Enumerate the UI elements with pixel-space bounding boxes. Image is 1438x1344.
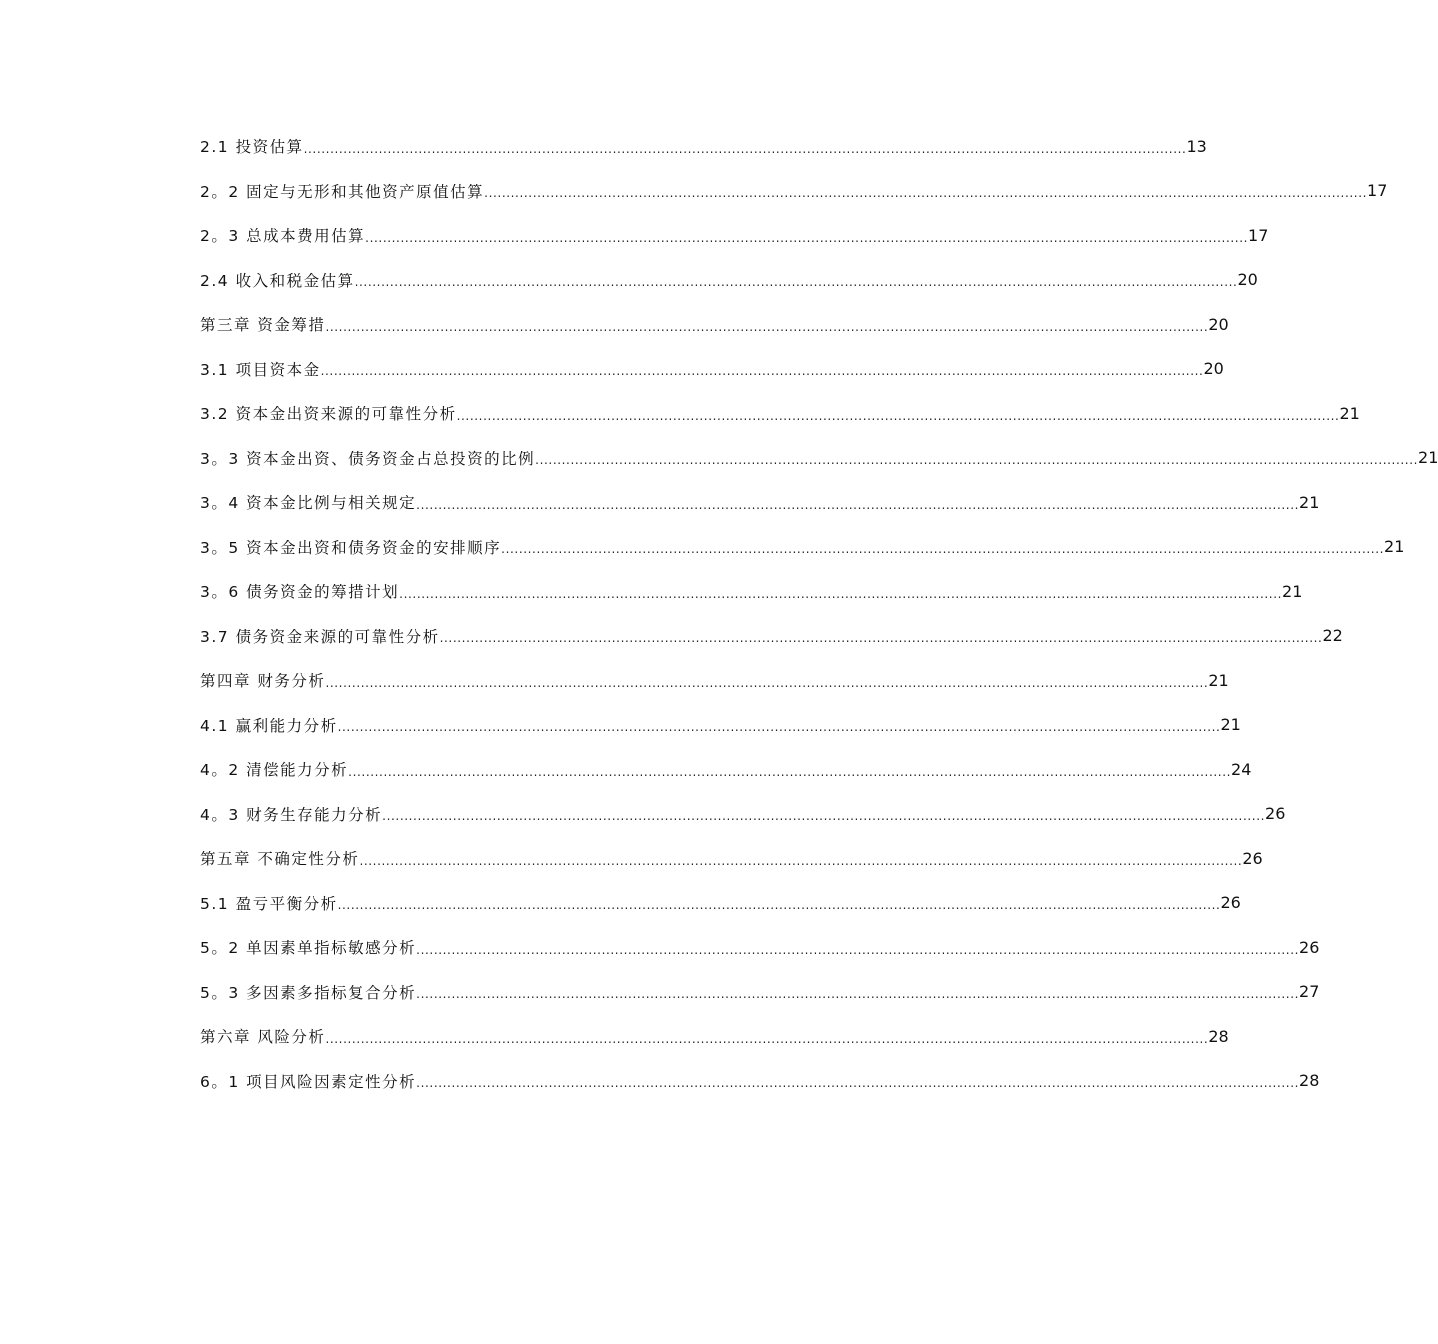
- toc-entry[interactable]: [200, 347, 1224, 392]
- toc-entry-title: 3.7 债务资金来源的可靠性分析: [200, 627, 440, 646]
- table-of-contents: [200, 124, 1438, 1103]
- toc-entry-page-number: 28: [1299, 1071, 1320, 1091]
- toc-entry-title: 3。6 债务资金的筹措计划: [200, 583, 400, 602]
- toc-entry[interactable]: [200, 124, 1207, 169]
- toc-entry[interactable]: [200, 925, 1320, 970]
- toc-dot-leader: ........................................................................................................................................................................................................: [365, 230, 1249, 245]
- toc-entry-title: 5。3 多因素多指标复合分析: [200, 983, 417, 1002]
- toc-entry-page-number: 26: [1220, 893, 1241, 913]
- toc-entry-title: 4。2 清偿能力分析: [200, 761, 349, 780]
- toc-dot-leader: ........................................................................................................................................................................................................: [501, 542, 1385, 556]
- toc-entry-page-number: 26: [1242, 848, 1263, 868]
- toc-entry-page-number: 21: [1208, 670, 1229, 690]
- toc-dot-leader: ........................................................................................................................................................................................................: [416, 497, 1300, 512]
- toc-entry-title: 3.1 项目资本金: [200, 360, 321, 379]
- toc-entry-page-number: 21: [1282, 581, 1303, 601]
- toc-entry-title: 2.4 收入和税金估算: [200, 271, 355, 290]
- toc-entry[interactable]: [200, 258, 1258, 303]
- toc-entry[interactable]: [200, 658, 1229, 703]
- toc-dot-leader: ........................................................................................................................................................................................................: [399, 586, 1283, 601]
- toc-entry[interactable]: [200, 1014, 1229, 1059]
- toc-entry[interactable]: [200, 302, 1229, 347]
- toc-entry[interactable]: [200, 391, 1360, 436]
- toc-entry-page-number: 21: [1299, 492, 1320, 512]
- toc-entry[interactable]: [200, 436, 1438, 481]
- toc-dot-leader: ........................................................................................................................................................................................................: [416, 987, 1300, 1001]
- toc-dot-leader: ........................................................................................................................................................................................................: [416, 1076, 1300, 1090]
- toc-entry-page-number: 20: [1208, 314, 1229, 334]
- toc-entry-page-number: 22: [1322, 626, 1343, 646]
- toc-entry[interactable]: [200, 614, 1343, 659]
- toc-dot-leader: ........................................................................................................................................................................................................: [439, 631, 1323, 645]
- toc-entry[interactable]: [200, 213, 1269, 258]
- toc-entry[interactable]: [200, 569, 1303, 614]
- toc-dot-leader: ........................................................................................................................................................................................................: [416, 942, 1300, 957]
- toc-entry[interactable]: [200, 836, 1263, 881]
- toc-entry-title: 第五章 不确定性分析: [200, 850, 360, 869]
- toc-entry-page-number: 17: [1367, 181, 1388, 201]
- toc-entry-title: 5.1 盈亏平衡分析: [200, 894, 338, 913]
- toc-entry[interactable]: [200, 1059, 1320, 1104]
- toc-entry-page-number: 17: [1248, 225, 1269, 245]
- toc-dot-leader: ........................................................................................................................................................................................................: [354, 275, 1238, 289]
- toc-entry-title: 2。2 固定与无形和其他资产原值估算: [200, 182, 485, 201]
- toc-dot-leader: ........................................................................................................................................................................................................: [359, 853, 1243, 868]
- toc-dot-leader: ........................................................................................................................................................................................................: [535, 453, 1419, 467]
- toc-entry-title: 第三章 资金筹措: [200, 316, 326, 335]
- toc-entry[interactable]: [200, 480, 1320, 525]
- toc-dot-leader: ........................................................................................................................................................................................................: [303, 141, 1187, 156]
- toc-entry-page-number: 20: [1237, 270, 1258, 290]
- toc-entry-title: 4。3 财务生存能力分析: [200, 805, 383, 824]
- toc-entry-title: 6。1 项目风险因素定性分析: [200, 1072, 417, 1091]
- toc-dot-leader: ........................................................................................................................................................................................................: [320, 364, 1204, 378]
- toc-entry-title: 2.1 投资估算: [200, 138, 304, 157]
- toc-entry-title: 2。3 总成本费用估算: [200, 227, 366, 246]
- toc-entry[interactable]: [200, 792, 1286, 837]
- toc-entry[interactable]: [200, 747, 1252, 792]
- toc-entry[interactable]: [200, 881, 1241, 926]
- toc-dot-leader: ........................................................................................................................................................................................................: [337, 720, 1221, 734]
- toc-entry-title: 3.2 资本金出资来源的可靠性分析: [200, 405, 457, 424]
- toc-entry-page-number: 26: [1265, 804, 1286, 824]
- toc-dot-leader: ........................................................................................................................................................................................................: [484, 186, 1368, 200]
- toc-dot-leader: ........................................................................................................................................................................................................: [456, 408, 1340, 423]
- toc-entry-title: 3。4 资本金比例与相关规定: [200, 494, 417, 513]
- toc-entry-title: 3。3 资本金出资、债务资金占总投资的比例: [200, 449, 536, 468]
- toc-dot-leader: ........................................................................................................................................................................................................: [337, 898, 1221, 912]
- toc-entry-title: 第四章 财务分析: [200, 672, 326, 691]
- toc-entry-page-number: 13: [1186, 136, 1207, 156]
- toc-entry-page-number: 21: [1418, 448, 1438, 468]
- toc-entry[interactable]: [200, 525, 1405, 570]
- toc-dot-leader: ........................................................................................................................................................................................................: [325, 1031, 1209, 1046]
- toc-entry-title: 3。5 资本金出资和债务资金的安排顺序: [200, 538, 502, 557]
- toc-entry[interactable]: [200, 169, 1388, 214]
- toc-entry-page-number: 20: [1203, 359, 1224, 379]
- toc-dot-leader: ........................................................................................................................................................................................................: [325, 319, 1209, 334]
- toc-entry-page-number: 27: [1299, 982, 1320, 1002]
- toc-dot-leader: ........................................................................................................................................................................................................: [348, 764, 1232, 779]
- toc-entry-page-number: 21: [1220, 715, 1241, 735]
- toc-entry-page-number: 21: [1339, 403, 1360, 423]
- toc-entry-page-number: 24: [1231, 759, 1252, 779]
- toc-entry-page-number: 26: [1299, 937, 1320, 957]
- toc-entry-page-number: 28: [1208, 1026, 1229, 1046]
- toc-entry-title: 第六章 风险分析: [200, 1028, 326, 1047]
- toc-entry-page-number: 21: [1384, 537, 1405, 557]
- toc-entry[interactable]: [200, 970, 1320, 1015]
- toc-dot-leader: ........................................................................................................................................................................................................: [325, 675, 1209, 690]
- toc-entry[interactable]: [200, 703, 1241, 748]
- toc-entry-title: 4.1 赢利能力分析: [200, 716, 338, 735]
- toc-dot-leader: ........................................................................................................................................................................................................: [382, 809, 1266, 823]
- toc-entry-title: 5。2 单因素单指标敏感分析: [200, 939, 417, 958]
